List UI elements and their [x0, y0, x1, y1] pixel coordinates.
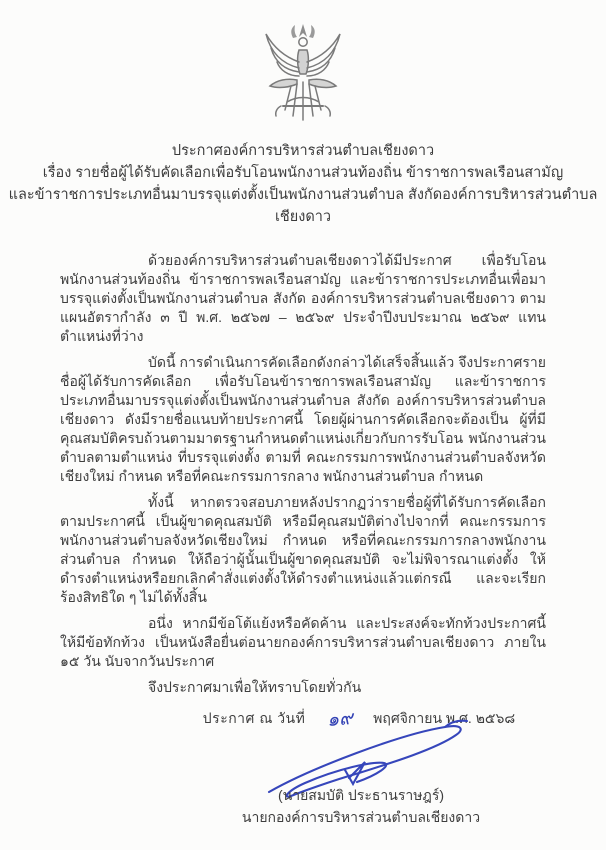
paragraph-1: ด้วยองค์การบริหารส่วนตำบลเชียงดาวได้มีประกาศ เพื่อรับโอนพนักงานส่วนท้องถิ่น ข้าราชการพลเรือนสามัญ และข้าราชการประเภทอื่นเพื่อมาบรรจุแต่งตั้งเป็นพนักงานส่วนตำบล สังกัด องค์การบริหารส่วนตำบลเชียงดาว ตามแผนอัตรากำลัง ๓ ปี พ.ศ. ๒๕๖๗ – ๒๕๖๙ ประจำปีงบประมาณ ๒๕๖๙ แทนตำแหน่งที่ว่าง	[60, 252, 546, 344]
signatory-name: (นายสมบัติ ประธานราษฎร์)	[277, 787, 445, 803]
document-body	[0, 251, 606, 828]
date-prefix: ประกาศ ณ วันที่	[202, 710, 306, 726]
garuda-emblem-icon	[257, 22, 349, 133]
date-suffix: พฤศจิกายน พ.ศ. ๒๕๖๘	[373, 710, 516, 726]
title-line-3: และข้าราชการประเภทอื่นมาบรรจุแต่งตั้งเป็นพนักงานส่วนตำบล สังกัดองค์การบริหารส่วนตำบลเชียงดาว	[8, 187, 598, 225]
signatory-position: นายกองค์การบริหารส่วนตำบลเชียงดาว	[241, 809, 481, 825]
closing-line: จึงประกาศมาเพื่อให้ทราบโดยทั่วกัน	[148, 679, 362, 695]
paragraph-2: บัดนี้ การดำเนินการคัดเลือกดังกล่าวได้เสร็จสิ้นแล้ว จึงประกาศรายชื่อผู้ได้รับการคัดเลือก เพื่อรับโอนข้าราชการพลเรือนสามัญ และข้าราชการประเภทอื่นมาบรรจุแต่งตั้งเป็นพนักงานส่วนตำบล สังกัด องค์การบริหารส่วนตำบลเชียงดาว ดังมีรายชื่อแนบท้ายประกาศนี้ โดยผู้ผ่านการคัดเลือกจะต้องเป็น ผู้ที่มีคุณสมบัติครบถ้วนตามมาตรฐานกำหนดตำแหน่งเกี่ยวกับการรับโอน พนักงานส่วนตำบลตามตำแหน่ง ที่บรรจุแต่งตั้ง ตามที่ คณะกรรมการพนักงานส่วนตำบลจังหวัดเชียงใหม่ กำหนด หรือที่คณะกรรมการกลาง พนักงานส่วนตำบล กำหนด	[60, 354, 546, 484]
title-line-2: เรื่อง รายชื่อผู้ได้รับคัดเลือกเพื่อรับโอนพนักงานส่วนท้องถิ่น ข้าราชการพลเรือนสามัญ	[42, 165, 564, 181]
signature-block	[118, 718, 604, 828]
handwritten-day: ๑๙	[326, 707, 355, 732]
title-line-1: ประกาศองค์การบริหารส่วนตำบลเชียงดาว	[171, 143, 435, 159]
paragraph-3: ทั้งนี้ หากตรวจสอบภายหลังปรากฏว่ารายชื่อผู้ที่ได้รับการคัดเลือกตามประกาศนี้ เป็นผู้ขาดคุณสมบัติ หรือมีคุณสมบัติต่างไปจากที่ คณะกรรมการพนักงานส่วนตำบลจังหวัดเชียงใหม่ กำหนด หรือที่คณะกรรมการกลางพนักงานส่วนตำบล กำหนด ให้ถือว่าผู้นั้นเป็นผู้ขาดคุณสมบัติ จะไม่พิจารณาแต่งตั้ง ให้ดำรงตำแหน่งหรือยกเลิกคำสั่งแต่งตั้งให้ดำรงตำแหน่งแล้วแต่กรณี และจะเรียกร้องสิทธิใด ๆ ไม่ได้ทั้งสิ้น	[60, 494, 546, 605]
announcement-title	[0, 140, 606, 228]
paragraph-4: อนึ่ง หากมีข้อโต้แย้งหรือคัดค้าน และประสงค์จะทักท้วงประกาศนี้ ให้มีข้อทักท้วง เป็นหนังสือยื่นต่อนายกองค์การบริหารส่วนตำบลเชียงดาว ภายใน ๑๕ วัน นับจากวันประกาศ	[60, 615, 546, 669]
emblem-wrap	[0, 0, 606, 133]
